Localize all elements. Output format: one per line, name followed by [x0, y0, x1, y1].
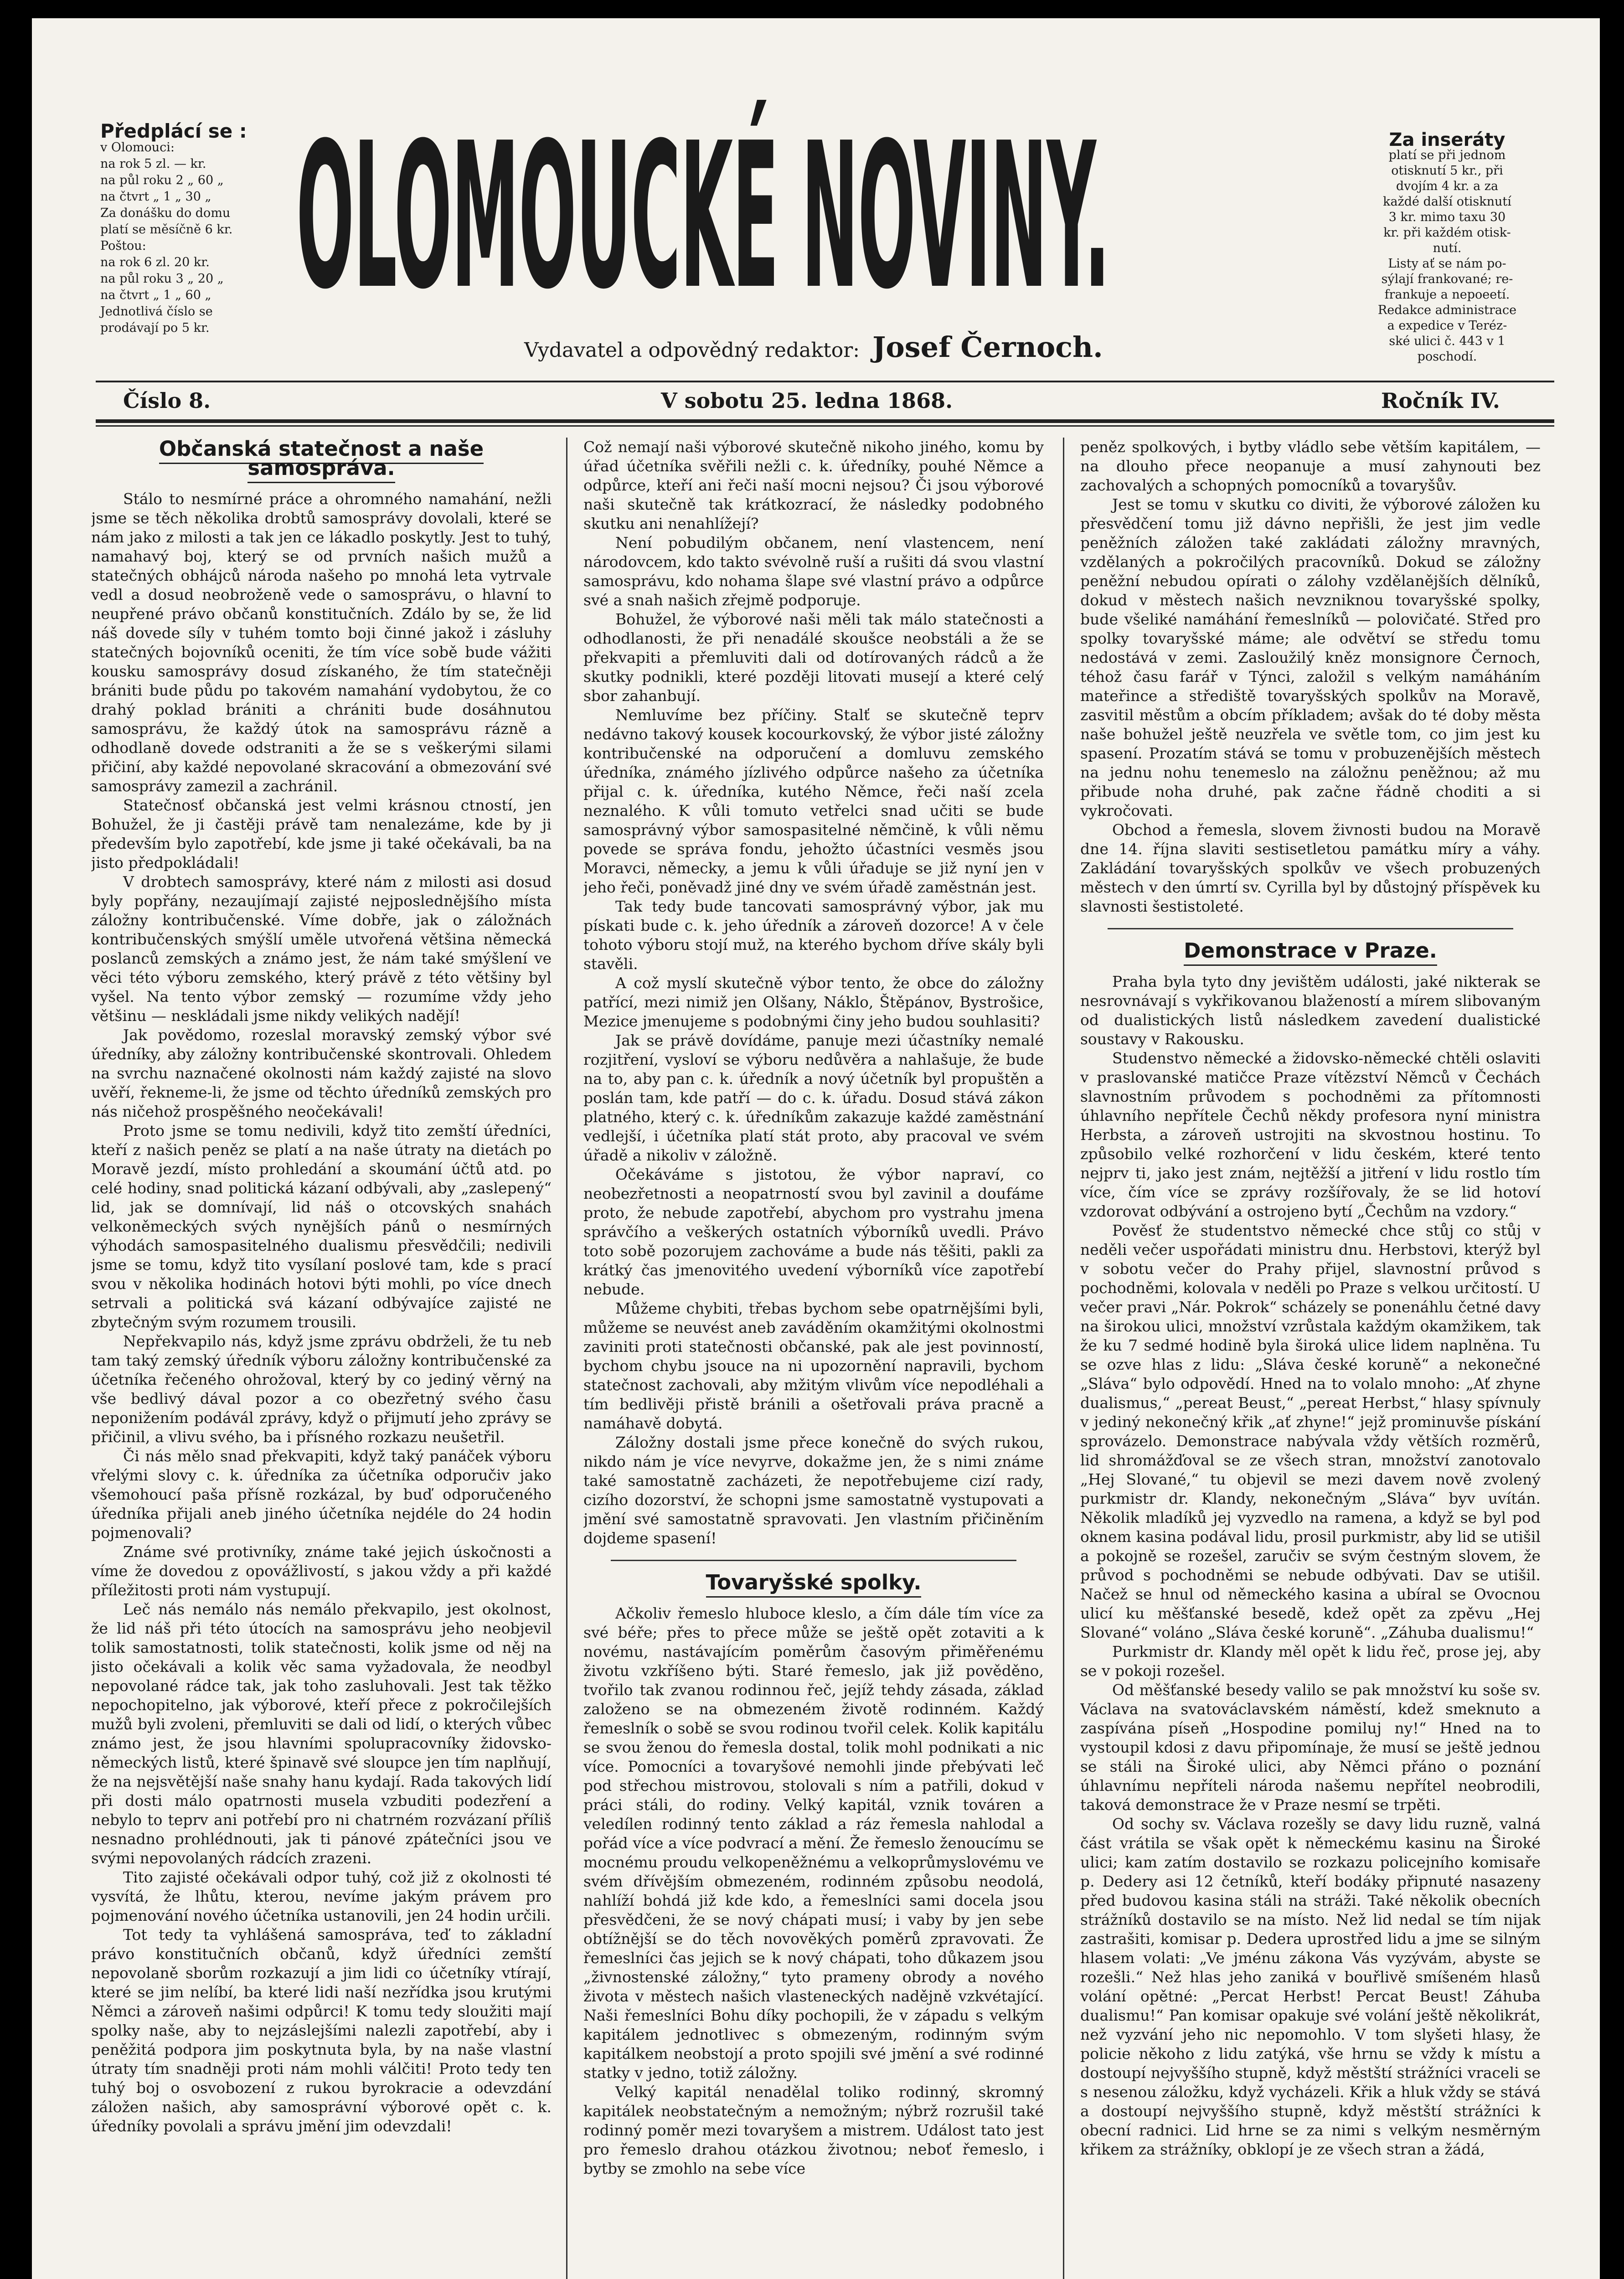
paragraph: Jak se právě dovídáme, panuje mezi účastníky nemalé rozjitření, vysloví se výboru nedůvěra a nahlašuje, že bude na to, aby pan c. k. úředník a nový účetník byl propuštěn a poslán tam, kde patří — do c. k. úřadu. Dosud stává zákon platného, který c. k. úředníkům zakazuje každé zaměstnání vedlejší, i účetníka platí stát proto, aby pracoval ve svém úřadě a nikoliv v záložně. [583, 1031, 1044, 1164]
info-line: na čtvrt „ 1 „ 60 „ [100, 288, 211, 302]
paragraph: Velký kapitál nenadělal toliko rodinný, skromný kapitálek neobstatečným a nemožným; nýbrž rozrušil také rodinný poměr mezi tovaryšem a mistrem. Událost tato jest pro řemeslo drahou otázkou životnou; neboť řemeslo, i bytby se zmohlo na sebe více [583, 2083, 1044, 2177]
paragraph: Ačkoliv řemeslo hluboce kleslo, a čím dále tím více za své béře; přes to přece může se ještě opět zotaviti a k novému, nastávajícím poměrům časovým přiměřenému životu vzkříšeno býti. Staré řemeslo, jak již pověděno, tvořilo tak zvanou rodinnou řeč, jejíž tehdy zásada, základ založeno se na obmezeném životě rodinném. Každý řemeslník o sobě se svou rodinou tvořil celek. Kolik kapitálu se svou ženou do řemesla dostal, tolik mohl podnikati a nic více. Pomocníci a tovaryšové nemohli jinde přebývati leč pod střechou mistrovou, stolovali s ním a patřili, dokud v práci stáli, do rodiny. Velký kapitál, vznik továren a veledílen rodinný tento základ a ráz řemesla nahlodal a pořád více a více podvrací a mění. Že řemeslo ženoucímu se mocnému proudu velkopeněžnému a velkoprůmyslovému ve svém dřívějším obmezeném, rodinném způsobu neodolá, nahlíží bohdá již kde kdo, a řemeslníci sami docela jsou přesvědčeni, že se nový chápati musí; i vaby by jen sebe obtížnější se do těch novověkých poměrů zpravovati. Že řemeslníci čas jejich se k nový chápati, toho důkazem jsou „živnostenské záložny,“ tyto prameny obrody a nového života v městech našich vlasteneckých nadějně vzkvétající. Naši řemeslníci Bohu díky pochopili, že v západu s velkým kapitálem jednotlivec s obmezeným, rodinným svým kapitálkem neobstojí a proto spojili své jmění a své rodinné statky v jedno, totiž záložny. [583, 1604, 1044, 2082]
volume-number: Ročník IV. [1381, 388, 1500, 413]
article-title: Demonstrace v Praze. [1080, 941, 1541, 960]
inserts-heading: Za inseráty [1389, 129, 1505, 150]
paragraph: Známe své protivníky, známe také jejich úskočnosti a víme že dovedou z opovážlivostí, s jakou vždy a při každé příležitosti proti nám vystupují. [91, 1543, 552, 1599]
paragraph: Proto jsme se tomu nedivili, když tito zemští úředníci, kteří z našich peněz se platí a na naše útraty na dietách po Moravě jezdí, místo prohledání a skoumání účtů atd. po celé hodiny, snad politická kázaní odbývali, aby „zaslepený“ lid, jak se domnívají, lid náš o otcovských snahách velkoněmeckých svých nynějších pánů o nesmírných výhodách samospasitelného dualismu přesvědčili; nedivili jsme se tomu, když tito vysílaní poslové tam, kde s prací svou v několika hodinách hotovi býti mohli, po více dnech setrvali a politická svá kázaní odbývajíce zajisté ne zbytečným svým rozumem trousili. [91, 1122, 552, 1331]
column-3 [1080, 438, 1541, 2279]
paragraph: Nepřekvapilo nás, když jsme zprávu obdrželi, že tu neb tam taký zemský úředník výboru záložny kontribučenské za účetníka řečeného ohrožoval, který by co jediný věrný na vše bedlivý dával pozor a co obezřetný svého času neponižením podávál zprávy, když o přijmutí jeho zprávy se přičinil, a vlivu svého, ba i přísného rozkazu neušetřil. [91, 1332, 552, 1446]
paragraph: Leč nás nemálo nás nemálo překvapilo, jest okolnost, že lid náš při této útocích na samosprávu jeho neobjevil tolik samostatnosti, tolik statečnosti, kolik jsme od něj na jisto očekávali a kolik věc sama vyžadovala, že neodbyl nepovolané rádce tak, jak toho zasluhovali. Jest tak těžko nepochopitelno, jak výborové, kteří přece z pokročilejších mužů byli zvoleni, přemluviti se dali od lidí, o kterých vůbec známo jest, že jsou hlavními spolupracovníky židovsko-německých listů, které špinavě své sloupce jen tím naplňují, že na nejsvětější naše snahy hanu kydají. Rada takových lidí při dosti málo opatrnosti musela vzbuditi podezření a nebylo to teprv ani potřebí pro ni chatrném rozvázaní příliš nesnadno prohlédnouti, jak ti pánové zpátečníci jsou ve svými nepovolaných rádcích zrazeni. [91, 1600, 552, 1867]
paragraph: peněz spolkových, i bytby vládlo sebe větším kapitálem, — na dlouho přece neopanuje a musí zahynouti bez zachovalých a schopných pomocníků a tovaryšův. [1080, 438, 1541, 494]
info-line: na rok 5 zl. — kr. [100, 157, 206, 171]
info-line: platí se měsíčně 6 kr. [100, 222, 233, 237]
paragraph: Studenstvo německé a židovsko-německé chtěli oslaviti v praslovanské matičce Praze vítězství Němců v Čechách slavnostním průvodem s pochodněmi za přítomnosti úhlavního nepřítele Čechů někdy profesora nyní ministra Herbsta, a zároveň ustrojiti na skvostnou hostinu. To způsobilo velké rozhorčení v lidu českém, které tento nejprv ti, jako jest znám, nejtěžší a jitření v lidu rostlo tím více, čím více se zprávy rozšířovaly, že se lid hotoví vzdorovat odbývání a ostrojeno bytí „Čechům na vzdory.“ [1080, 1049, 1541, 1220]
paragraph: Což nemají naši výborové skutečně nikoho jiného, komu by úřad účetníka svěřili nežli c. k. úředníky, pouhé Němce a odpůrce, kteří ani řeči naší mocni nejsou? Či jsou výborové naši skutečně tak krátkozrací, že následky podobného skutku ani nenahlížejí? [583, 438, 1044, 532]
publisher-label: Vydavatel a odpovědný redaktor: [524, 339, 860, 362]
paragraph: Očekáváme s jistotou, že výbor napraví, co neobezřetnosti a neopatrností svou byl zavinil a doufáme proto, že nebude zapotřebí, abychom pro vystrahu jmena správčího a veškerých ostatních výborníků uvedli. Právo toto sobě pozorujem zachováme a bude nás těšiti, pakli za krátký čas jmenovitého uvedení výborníků více zapotřebí nebude. [583, 1165, 1044, 1298]
paragraph: Bohužel, že výborové naši měli tak málo statečnosti a odhodlanosti, že při nenadálé skoušce neobstáli a že se překvapiti a přemluviti dali od dotírovaných rádců a že skutky podnikli, které později litovati musejí a které celý sbor zahanbují. [583, 610, 1044, 705]
paragraph: Statečnosť občanská jest velmi krásnou ctností, jen Bohužel, že ji častěji právě tam nenalezáme, kde by ji především bylo zapotřebí, kde jsme ji také očekávali, ba na jisto předpokládali! [91, 796, 552, 871]
article-body [1080, 972, 1541, 2159]
article-separator [611, 1560, 1016, 1561]
top-rule [96, 381, 1554, 382]
paragraph: Pověsť že studentstvo německé chce stůj co stůj v neděli večer uspořádati ministru dnu. Herbstovi, kterýž byl v sobotu večer do Prahy přijel, slavnostní průvod s pochodněmi, kolovala v neděli po Praze s velkou určitostí. U večer pravi „Nár. Pokrok“ scházely se ponenáhlu četné davy na širokou ulici, množství vzrůstala každým okamžikem, tak že ku 7 sedmé hodině byla široká ulice lidem naplněna. Tu se ozve hlas z lidu: „Sláva české koruně“ a nekonečné „Sláva“ bylo odpovědí. Hned na to volalo mnoho: „Ať zhyne dualismus,“ „pereat Beust,“ „pereat Herbst,“ hlasy spívnuly v jediný nekonečný křik „ať zhyne!“ jejž prominuvše pískání sprovázelo. Demonstrace nabývala vždy větších rozměrů, lid shromážďoval se ze všech stran, množství zanotovalo „Hej Slované,“ tu objevil se mezi davem nově zvolený purkmistr dr. Klandy, nekonečným „Sláva“ byv uvítán. Několik mladíků jej vyzvedlo na ramena, a když se byl pod oknem kasina podával lidu, prosil purkmistr, aby lid se utišil a pokojně se rozešel, zaručiv se svým čestným slovem, že průvod s pochodněmi se nebude odbývati. Dav se utišil. Načež se hnul od německého kasina a ubíral se Ovocnou ulicí ku měšťanské besedě, kdež opět za zpěvu „Hej Slované“ voláno „Sláva české koruně“. „Záhuba dualismu!“ [1080, 1222, 1541, 1641]
editor-name: Josef Černoch. [872, 330, 1103, 364]
paragraph: Obchod a řemesla, slovem živnosti budou na Moravě dne 14. října slaviti sestisetletou památku míry a váhy. Zakládání tovaryšských spolkův ve všech probuzených městech v den úmrtí sv. Cyrilla byl by důstojný příspěvek ku slavnosti šestistoleté. [1080, 821, 1541, 915]
publisher-line [524, 330, 1103, 364]
paragraph: Nemluvíme bez příčiny. Stalť se skutečně teprv nedávno takový kousek kocourkovský, že výbor jisté záložny kontribučenské na odporučení a domluvu zemského úředníka, známého jízlivého odpůrce našeho za účetníka přijal c. k. úředníka, kutého Němce, řeči naší zcela neznalého. K vůli tomuto vetřelci snad učiti se bude samosprávný výbor samospasitelné němčině, k vůli němu povede se správa fondu, jehožto účastníci vesměs jsou Moravci, německy, a jemu k vůli úřaduje se již nyní jen v jeho řeči, poněvadž jiné dny ve svém úřadě zaměstnán jest. [583, 706, 1044, 896]
column-divider [1063, 438, 1064, 2279]
info-line: Listy ať se nám po- [1388, 257, 1506, 271]
info-line: sýlají frankované; re- [1381, 272, 1513, 286]
header-rule-thin [96, 425, 1554, 427]
newspaper-page [32, 18, 1600, 2279]
column-1 [91, 438, 552, 2279]
paragraph: V drobtech samosprávy, které nám z milosti asi dosud byly popřány, nezaujímají zajisté nejposlednějšího místa záložny kontribučenské. Víme dobře, jak o záložnách kontribučenských smýšlí uměle utvořená většina německá poslanců zemských a známo jest, že nám také smýšlení ve věci této výboru zemského, který právě z této většiny byl vyšel. Na tento výbor zemský — rozumíme vždy jeho většinu — neskládali jsme nikdy velikých nadějí! [91, 873, 552, 1025]
info-line: platí se při jednom [1388, 148, 1506, 162]
newspaper-title: OLOMOUCKÉ NOVINY. [296, 100, 1110, 333]
paragraph: Tak tedy bude tancovati samosprávný výbor, jak mu pískati bude c. k. jeho úředník a zároveň dozorce! A v čele tohoto výboru stojí muž, na kterého bychom dříve skály byli stavěli. [583, 897, 1044, 973]
info-line: Poštou: [100, 239, 146, 253]
paragraph: Od měšťanské besedy valilo se pak množství ku soše sv. Václava na svatováclavském náměstí, kdež smeknuto a zaspívána píseň „Hospodine pomiluj ny!“ Hned na to vystoupil kdosi z davu připomínaje, že musí se ještě jednou se stáli na Široké ulici, aby Němci přáno o poznání úhlavnímu nepříteli národa našemu nepřítel neobrodili, taková demonstrace že v Praze nesmí se trpěti. [1080, 1681, 1541, 1814]
info-line: v Olomouci: [100, 140, 175, 155]
inserts-box [1340, 129, 1554, 365]
info-line: na čtvrt „ 1 „ 30 „ [100, 190, 211, 204]
info-line: Za donášku do domu [100, 206, 231, 220]
paragraph: Od sochy sv. Václava rozešly se davy lidu ruzně, valná část vrátila se však opět k německému kasinu na Široké ulici; kam zatím dostavilo se rozkazu policejního komisaře p. Dedery asi 12 četníků, kteří bodáky připnuté nasazeny před budovou kasina stáli na stráži. Také několik obecních strážníků dostavilo se na místo. Než lid nedal se tím nijak zastrašiti, komisar p. Dedera uprostřed lidu a jme se silným hlasem volati: „Ve jménu zákona Vás vyzývám, abyste se rozešli.“ Než hlas jeho zaniká v bouřlivě smíšeném hlasů volání opětné: „Percat Herbst! Percat Beust! Záhuba dualismu!“ Pan komisar opakuje své volání ještě několikrát, než vyzvání jeho nic nepomohlo. V tom slyšeti hlasy, že policie někoho z lidu zatýká, vše hrnu se vždy k místu a dostoupí nejvyššího stupně, když městští strážníci vraceli se s nesenou záložku, když vycházeli. Křik a hluk vždy se stává a dostoupí nejvyššího stupně, když městští strážníci k obecní radnici. Lid hrne se za nimi s velkým nesměrným křikem za strážníky, obklopí je ze všech stran a žádá, [1080, 1815, 1541, 2158]
column-2 [583, 438, 1044, 2279]
paragraph: Není pobudilým občanem, není vlastencem, není národovcem, kdo takto svévolně ruší a rušiti dá svou vlastní samosprávu, kdo nohama šlape své vlastní právo a odpůrce své a snah našich zřejmě podporuje. [583, 534, 1044, 609]
paragraph: Či nás mělo snad překvapiti, když taký panáček výboru vřelými slovy c. k. úředníka za účetníka odporučiv jako všemohoucí paša přísně rozkázal, by buď odporučeného úředníka přijali aneb jiného účetníka nejdéle do 24 hodin pojmenovali? [91, 1447, 552, 1542]
article-body [91, 490, 552, 2136]
info-line: na půl roku 2 „ 60 „ [100, 173, 224, 187]
article-title: Občanská statečnost a naše samospráva. [91, 439, 552, 478]
inserts-lines [1340, 148, 1554, 365]
paragraph: Můžeme chybiti, třebas bychom sebe opatrnějšími byli, můžeme se neuvést aneb zaváděním okamžitými okolnostmi zaviniti proti statečnosti občanské, pak ale jest povinností, bychom chybu jsouce na ni upozornění napravili, bychom statečnost zachovali, aby mžitým vlivům více nepodléhali a tím bedlivěji přistě bránili a ošetřovali práva pracně a namáhavě dobytá. [583, 1299, 1044, 1432]
info-line: frankuje a nepoeetí. [1384, 288, 1510, 302]
info-line: Jednotlivá číslo se [100, 304, 213, 319]
info-line: 3 kr. mimo taxu 30 [1388, 210, 1506, 224]
info-line: každé další otisknutí [1383, 195, 1511, 209]
article-separator [1108, 928, 1513, 929]
paragraph: Jak povědomo, rozeslal moravský zemský výbor své úředníky, aby záložny kontribučenské skontrovali. Ohledem na svrchu naznačené okolnosti nám každý zajisté na slovo uvěří, řekneme-li, že jsme od těchto úředníků zemských pro nás ničehož prospěšného neočekávali! [91, 1026, 552, 1120]
article-body [1080, 438, 1541, 916]
paragraph: Stálo to nesmírné práce a ohromného namahání, nežli jsme se těch několika drobtů samosprávy dovolali, které se nám jako z milosti a tak jen ce lákadlo poskytly. Jest to tuhý, namahavý boj, který se od prvních našich mužů a statečných obhájců národa našeho po mnohá leta vytrvale vedl a dosud neobroženě vede o samosprávu, o hlavní to neupřené právo občanů konstitučních. Zdálo by se, že lid náš dovede síly v tuhém tomto boji činné jakož i zásluhy statečných bojovníků oceniti, že tím více sobě bude vážiti kousku samosprávy dosud získaného, že tím statečněji brániti bude půdu po takovém namahání vydobytou, že co drahý poklad brániti a chrániti bude dosáhnutou samosprávu, že každý útok na samosprávu rázně a odhodlaně dovede odstraniti a že se s veškerými silami přičiní, aby každé nepovolané skracování a obmezování své samosprávy zamezil a zachránil. [91, 490, 552, 795]
info-line: na rok 6 zl. 20 kr. [100, 255, 210, 269]
subscription-box [100, 120, 301, 336]
paragraph: Tito zajisté očekávali odpor tuhý, což již z okolnosti té vysvítá, že lhůtu, kterou, nevíme jakým právem pro pojmenování nového účetníka ustanovili, jen 24 hodin určili. [91, 1868, 552, 1924]
info-line: kr. při každém otisk- [1383, 226, 1511, 240]
header-rule-thick [96, 419, 1554, 423]
info-line: dvojím 4 kr. a za [1396, 179, 1499, 193]
info-line: prodávají po 5 kr. [100, 321, 210, 335]
paragraph: Jest se tomu v skutku co diviti, že výborové záložen ku přesvědčení tomu již dávno nepřišli, že jest jim vedle peněžních záložen také zakládati záložny mravných, vzdělaných a pokročilých pracovníků. Dokud se záložny peněžní nebudou opírati o zálohy vzdělanějších dělníků, dokud v městech našich nevzniknou tovaryšské spolky, bude všeliké namáhání řemeslníků — polovičaté. Střed pro spolky tovaryšské máme; ale odvětví se středu tomu nedostává v zemi. Zasloužilý kněz monsignore Černoch, téhož času farář v Týnci, založil s velkým namáháním mateřince a střediště tovaryšských spolkův na Moravě, zasvitil městům a obcím příkladem; avšak do té doby města naše bohužel ještě neuzřela ve světle tom, co jim jest ku spasení. Prozatím stává se tomu v probuzenějších městech na jednu nohu tenemeslo na záložnu peněžnou; až mu přibude noha druhé, pak začne řádně choditi a si vykročovati. [1080, 495, 1541, 820]
paragraph: Záložny dostali jsme přece konečně do svých rukou, nikdo nám je více nevyrve, dokažme jen, že s nimi známe také samostatně zacházeti, že nepotřebujeme cizí rady, cizího dozorství, že schopni jsme samostatně vystupovati a jmění své samostatně spravovati. Jen vlastním přičiněním dojdeme spasení! [583, 1433, 1044, 1547]
info-line: ské ulici č. 443 v 1 [1389, 334, 1505, 348]
subscription-heading: Předplácí se : [100, 120, 247, 142]
paragraph: Tot tedy ta vyhlášená samospráva, teď to základní právo konstitučních občanů, když úředníci zemští nepovolaně sborům rozkazují a jim lidi co účetníky vtírají, které se jim nelíbí, ba které lidi naší nezřídka jsou krutými Němci a zároveň našimi odpůrci! K tomu tedy sloužiti mají spolky naše, aby to nejzáslejšími nalezli zapotřebí, aby i peněžitá podpora jim poskytnuta byla, by na naše vlastní útraty tím snadněji proti nám mohli válčiti! Proto tedy ten tuhý boj o osvobození z rukou byrokracie a odevzdání záložen našich, aby samosprávní výborové opět c. k. úředníky povolali a správu jmění jim odevzdali! [91, 1926, 552, 2135]
paragraph: A což myslí skutečně výbor tento, že obce do záložny patřící, mezi nimiž jen Olšany, Náklo, Štěpánov, Bystrošice, Mezice jmenujeme s podobnými činy jeho budou souhlasiti? [583, 974, 1044, 1030]
info-line: nutí. [1433, 241, 1462, 255]
info-line: Redakce administrace [1377, 303, 1517, 317]
masthead [32, 18, 1600, 413]
article-body [583, 438, 1044, 1548]
subscription-lines [100, 139, 301, 336]
column-divider [566, 438, 567, 2279]
info-line: poschodí. [1417, 350, 1477, 364]
info-line: na půl roku 3 „ 20 „ [100, 272, 224, 286]
paragraph: Purkmistr dr. Klandy měl opět k lidu řeč, prose jej, aby se v pokoji rozešel. [1080, 1643, 1541, 1680]
info-line: otisknutí 5 kr., při [1391, 164, 1503, 178]
info-line: a expedice v Teréz- [1387, 319, 1507, 333]
article-body [583, 1604, 1044, 2178]
article-title: Tovaryšské spolky. [583, 1573, 1044, 1592]
paragraph: Praha byla tyto dny jevištěm události, jaké nikterak se nesrovnávají s vykřikovanou blažeností a mírem slibovaným od dualistických listů následkem zavedení dualistické soustavy v Rakousku. [1080, 973, 1541, 1048]
issue-date: V sobotu 25. ledna 1868. [661, 388, 953, 413]
issue-number: Číslo 8. [123, 388, 211, 413]
